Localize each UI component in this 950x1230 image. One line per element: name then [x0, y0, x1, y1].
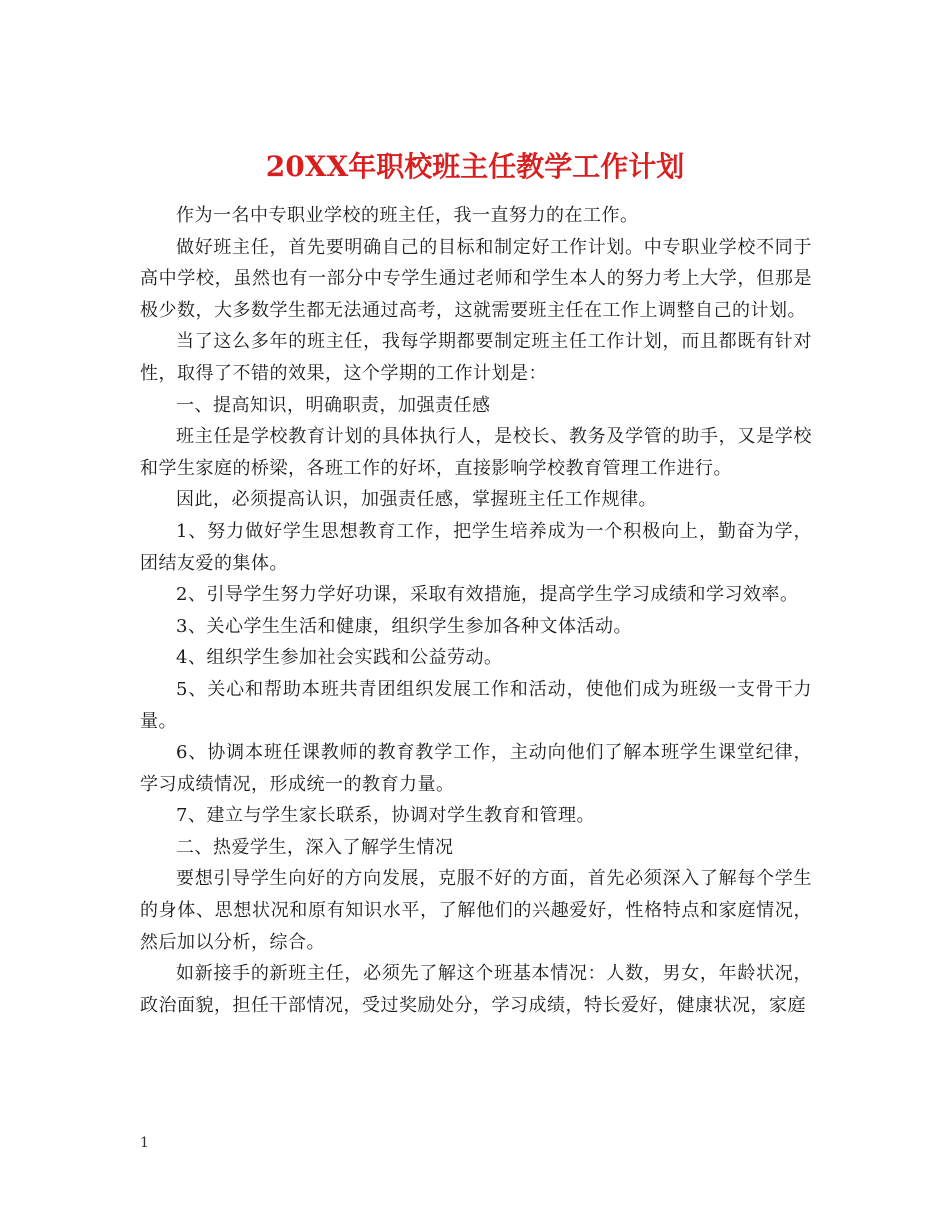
paragraph-awareness: 因此，必须提高认识，加强责任感，掌握班主任工作规律。: [176, 489, 657, 511]
paragraph-new-teacher: 如新接手的新班主任，必须先了解这个班基本情况：人数，男女，年龄状况，政治面貌，担任干部情况，受过奖励处分，学习成绩，特长爱好，健康状况，家庭: [140, 963, 812, 1016]
paragraph-plan-overview: 当了这么多年的班主任，我每学期都要制定班主任工作计划，而且都既有针对性，取得了不错的效果，这个学期的工作计划是：: [140, 331, 812, 384]
paragraph-intro: 作为一名中专职业学校的班主任，我一直努力的在工作。: [176, 205, 639, 226]
paragraph-role: 班主任是学校教育计划的具体执行人，是校长、教务及学管的助手，又是学校和学生家庭的桥梁，各班工作的好坏，直接影响学校教育管理工作进行。: [140, 426, 812, 479]
document-title: 20XX年职校班主任教学工作计划: [265, 149, 685, 183]
section-heading-1: 一、提高知识，明确职责，加强责任感: [176, 394, 491, 416]
list-item-4: 4、组织学生参加社会实践和公益劳动。: [176, 647, 503, 669]
list-item-2: 2、引导学生努力学好功课，采取有效措施，提高学生学习成绩和学习效率。: [176, 584, 799, 606]
paragraph-goals: 做好班主任，首先要明确自己的目标和制定好工作计划。中专职业学校不同于高中学校，虽然也有一部分中专学生通过老师和学生本人的努力考上大学，但那是极少数，大多数学生都无法通过高考，这就需要班主任在工作上调整自己的计划。: [140, 236, 812, 321]
section-heading-2: 二、热爱学生，深入了解学生情况: [176, 836, 454, 858]
list-item-7: 7、建立与学生家长联系，协调对学生教育和管理。: [176, 805, 595, 827]
document-body: [140, 200, 812, 1021]
list-item-5: 5、关心和帮助本班共青团组织发展工作和活动，使他们成为班级一支骨干力量。: [140, 678, 812, 732]
list-item-6: 6、协调本班任课教师的教育教学工作，主动向他们了解本班学生课堂纪律，学习成绩情况，形成统一的教育力量。: [140, 742, 812, 795]
list-item-3: 3、关心学生生活和健康，组织学生参加各种文体活动。: [176, 615, 632, 637]
page-number: 1: [140, 1135, 149, 1151]
list-item-1: 1、努力做好学生思想教育工作，把学生培养成为一个积极向上，勤奋为学，团结友爱的集体。: [140, 520, 812, 574]
paragraph-understand-students: 要想引导学生向好的方向发展，克服不好的方面，首先必须深入了解每个学生的身体、思想状况和原有知识水平，了解他们的兴趣爱好，性格特点和家庭情况，然后加以分析，综合。: [140, 868, 812, 953]
